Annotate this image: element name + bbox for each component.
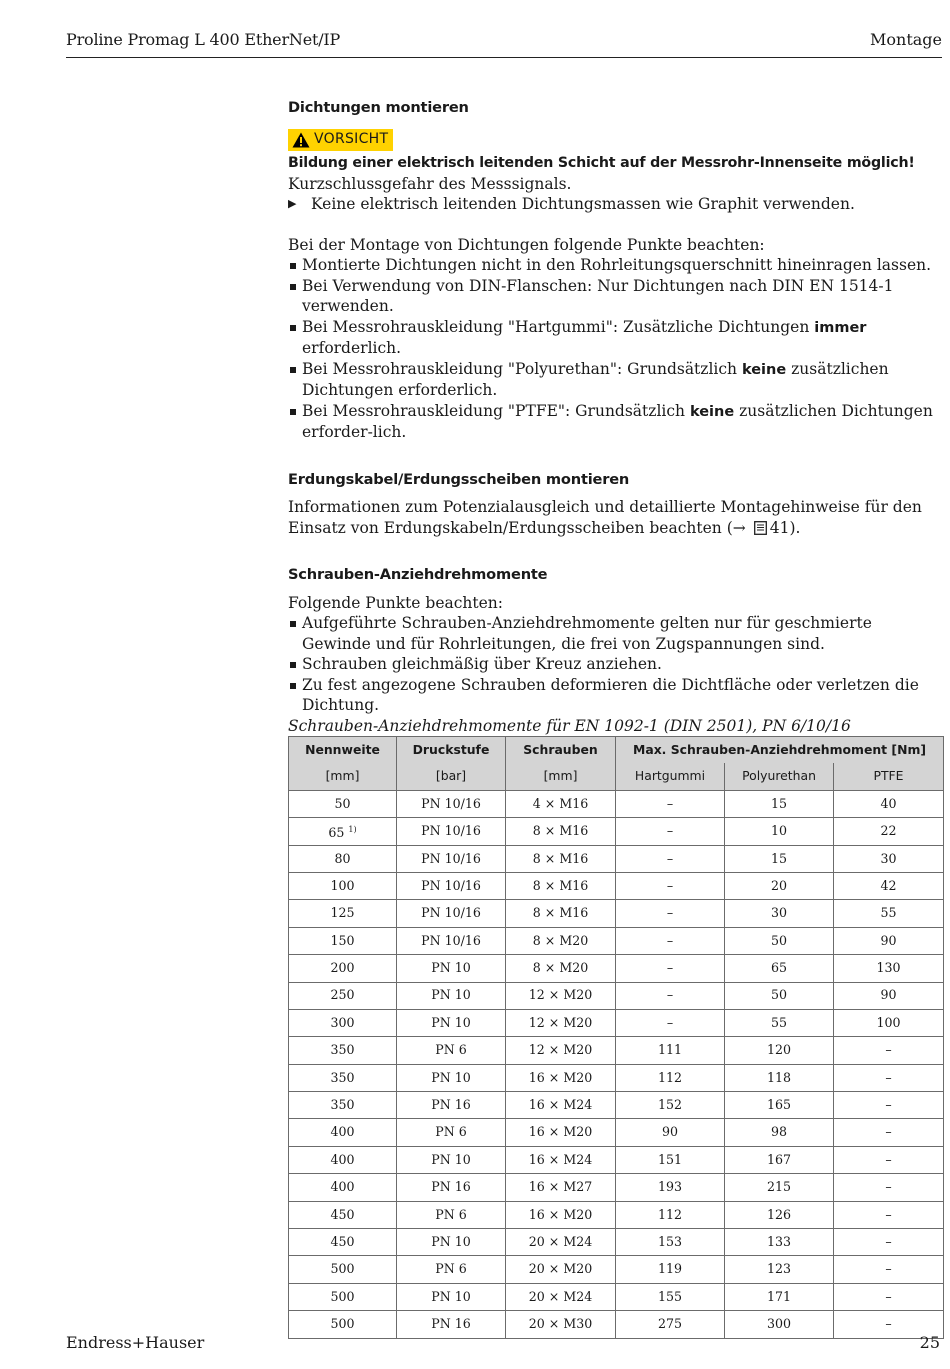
footer-page-number: 25 [919, 1333, 940, 1352]
table-cell: PN 16 [397, 1174, 506, 1201]
table-cell: PN 10/16 [397, 790, 506, 817]
list-item: Aufgeführte Schrauben-Anziehdrehmomente gelten nur für geschmierte Gewinde und für Rohrleitungen, die frei von Zugspannungen sind. [288, 613, 943, 654]
section-title-erdung: Erdungskabel/Erdungsscheiben montieren [288, 470, 630, 488]
table-cell: 16 × M24 [506, 1092, 616, 1119]
list-item: Bei Verwendung von DIN-Flanschen: Nur Dichtungen nach DIN EN 1514-1 verwenden. [288, 276, 943, 317]
table-cell: 112 [616, 1201, 725, 1228]
table-cell: PN 16 [397, 1092, 506, 1119]
table-cell: 42 [834, 872, 944, 899]
table-cell: 150 [289, 927, 397, 954]
table-cell: PN 10 [397, 955, 506, 982]
table-cell: 119 [616, 1256, 725, 1283]
table-cell: 20 × M30 [506, 1311, 616, 1338]
header-polyurethan: Polyurethan [725, 763, 834, 790]
table-cell: 8 × M20 [506, 927, 616, 954]
table-cell: – [616, 927, 725, 954]
table-cell: 8 × M16 [506, 818, 616, 845]
table-header-row [289, 737, 944, 764]
warning-badge [288, 129, 393, 151]
table-row [289, 1311, 944, 1338]
table-cell: 20 [725, 872, 834, 899]
table-cell: – [834, 1064, 944, 1091]
erdung-text: Informationen zum Potenzialausgleich und detaillierte Montagehinweise für den Einsatz von Erdungskabeln/Erdungsscheiben beachten (→ 41). [288, 498, 922, 537]
table-cell: 215 [725, 1174, 834, 1201]
table-cell: 400 [289, 1174, 397, 1201]
header-druckstufe: Druckstufe [397, 737, 506, 764]
table-row [289, 900, 944, 927]
table-cell: – [834, 1146, 944, 1173]
table-cell: PN 6 [397, 1037, 506, 1064]
table-cell: 30 [725, 900, 834, 927]
table-cell: 10 [725, 818, 834, 845]
table-cell: PN 10/16 [397, 900, 506, 927]
page-reference-icon [754, 521, 767, 535]
table-row [289, 1064, 944, 1091]
table-cell: 126 [725, 1201, 834, 1228]
header-schrauben-unit: [mm] [506, 763, 616, 790]
table-cell: – [834, 1311, 944, 1338]
table-cell: 16 × M27 [506, 1174, 616, 1201]
table-cell: 16 × M20 [506, 1201, 616, 1228]
table-cell: 450 [289, 1229, 397, 1256]
table-row [289, 1009, 944, 1036]
table-row [289, 1283, 944, 1310]
table-cell: – [834, 1174, 944, 1201]
table-cell: 200 [289, 955, 397, 982]
table-caption: Schrauben-Anziehdrehmomente für EN 1092-1 (DIN 2501), PN 6/10/16 [288, 716, 851, 735]
list-item: Bei Messrohrauskleidung "Hartgummi": Zusätzliche Dichtungen immer erforderlich. [288, 317, 943, 359]
table-cell: 111 [616, 1037, 725, 1064]
table-cell: 16 × M20 [506, 1064, 616, 1091]
table-cell: 300 [289, 1009, 397, 1036]
table-row [289, 845, 944, 872]
table-cell: 100 [834, 1009, 944, 1036]
table-cell: PN 10 [397, 1009, 506, 1036]
table-cell: 15 [725, 790, 834, 817]
table-cell: PN 10 [397, 1064, 506, 1091]
table-cell: 133 [725, 1229, 834, 1256]
table-cell: – [616, 1009, 725, 1036]
table-row [289, 955, 944, 982]
table-cell: 30 [834, 845, 944, 872]
table-cell: PN 10/16 [397, 927, 506, 954]
table-cell: 15 [725, 845, 834, 872]
table-cell: 350 [289, 1064, 397, 1091]
section-title-dichtungen: Dichtungen montieren [288, 99, 469, 116]
table-cell: – [616, 955, 725, 982]
list-item: Schrauben gleichmäßig über Kreuz anziehen. [288, 654, 943, 675]
footnote-mark: 1) [348, 824, 357, 834]
header-rule [66, 57, 942, 58]
table-cell: 55 [725, 1009, 834, 1036]
header-ptfe: PTFE [834, 763, 944, 790]
gasket-bullet-list [288, 255, 943, 443]
header-druckstufe-unit: [bar] [397, 763, 506, 790]
table-row [289, 818, 944, 845]
table-cell: 4 × M16 [506, 790, 616, 817]
table-cell: 100 [289, 872, 397, 899]
torque-table [288, 736, 944, 1339]
list-item: Bei Messrohrauskleidung "PTFE": Grundsätzlich keine zusätzlichen Dichtungen erforder-lich. [288, 401, 943, 443]
table-cell: 130 [834, 955, 944, 982]
table-cell: – [616, 982, 725, 1009]
warning-action-text: Keine elektrisch leitenden Dichtungsmassen wie Graphit verwenden. [311, 195, 855, 213]
table-cell: 500 [289, 1283, 397, 1310]
table-cell: 153 [616, 1229, 725, 1256]
table-row [289, 982, 944, 1009]
table-cell: 20 × M24 [506, 1283, 616, 1310]
header-hartgummi: Hartgummi [616, 763, 725, 790]
table-cell: 65 $^{1)}$ [289, 818, 397, 845]
table-cell: 500 [289, 1256, 397, 1283]
table-cell: 80 [289, 845, 397, 872]
table-cell: 20 × M24 [506, 1229, 616, 1256]
table-cell: – [834, 1201, 944, 1228]
table-cell: 118 [725, 1064, 834, 1091]
page-reference-link[interactable]: 41 [769, 518, 790, 537]
table-cell: PN 10/16 [397, 872, 506, 899]
table-cell: – [616, 872, 725, 899]
table-cell: – [834, 1037, 944, 1064]
table-cell: – [834, 1283, 944, 1310]
schrauben-intro: Folgende Punkte beachten: [288, 593, 504, 612]
table-cell: PN 6 [397, 1201, 506, 1228]
table-cell: 500 [289, 1311, 397, 1338]
table-cell: 152 [616, 1092, 725, 1119]
table-cell: 40 [834, 790, 944, 817]
table-cell: 350 [289, 1037, 397, 1064]
table-cell: PN 10 [397, 1229, 506, 1256]
table-cell: 16 × M20 [506, 1119, 616, 1146]
table-cell: 90 [834, 927, 944, 954]
list-item: Montierte Dichtungen nicht in den Rohrleitungsquerschnitt hineinragen lassen. [288, 255, 943, 276]
header-schrauben: Schrauben [506, 737, 616, 764]
section-title-schrauben: Schrauben-Anziehdrehmomente [288, 566, 548, 583]
table-cell: 98 [725, 1119, 834, 1146]
table-cell: PN 10/16 [397, 818, 506, 845]
table-cell: 16 × M24 [506, 1146, 616, 1173]
table-cell: – [616, 818, 725, 845]
table-cell: 250 [289, 982, 397, 1009]
table-cell: – [616, 790, 725, 817]
table-cell: 22 [834, 818, 944, 845]
table-cell: – [834, 1229, 944, 1256]
table-row [289, 1119, 944, 1146]
table-cell: 90 [616, 1119, 725, 1146]
table-cell: 112 [616, 1064, 725, 1091]
table-row [289, 1229, 944, 1256]
table-cell: PN 6 [397, 1256, 506, 1283]
table-row [289, 872, 944, 899]
schrauben-bullet-list [288, 613, 943, 716]
table-cell: – [616, 845, 725, 872]
table-row [289, 1146, 944, 1173]
warning-title: Bildung einer elektrisch leitenden Schicht auf der Messrohr-Innenseite möglich! [288, 155, 915, 171]
gasket-intro: Bei der Montage von Dichtungen folgende Punkte beachten: [288, 235, 765, 254]
table-cell: PN 6 [397, 1119, 506, 1146]
table-cell: 167 [725, 1146, 834, 1173]
table-cell: PN 16 [397, 1311, 506, 1338]
list-item: Bei Messrohrauskleidung "Polyurethan": Grundsätzlich keine zusätzlichen Dichtungen erforderlich. [288, 359, 943, 401]
table-cell: 450 [289, 1201, 397, 1228]
table-cell: PN 10 [397, 1283, 506, 1310]
table-cell: 50 [725, 927, 834, 954]
page-content [288, 98, 943, 1339]
table-cell: 275 [616, 1311, 725, 1338]
warning-action [288, 194, 943, 215]
table-row [289, 790, 944, 817]
table-cell: 20 × M20 [506, 1256, 616, 1283]
table-body [289, 790, 944, 1338]
table-cell: 90 [834, 982, 944, 1009]
table-cell: 12 × M20 [506, 1037, 616, 1064]
table-cell: 8 × M20 [506, 955, 616, 982]
table-cell: – [834, 1256, 944, 1283]
list-item: Zu fest angezogene Schrauben deformieren die Dichtfläche oder verletzen die Dichtung. [288, 675, 943, 716]
table-cell: PN 10/16 [397, 845, 506, 872]
table-cell: 8 × M16 [506, 872, 616, 899]
header-nennweite: Nennweite [289, 737, 397, 764]
table-row [289, 927, 944, 954]
table-row [289, 1037, 944, 1064]
table-cell: 400 [289, 1146, 397, 1173]
table-cell: 151 [616, 1146, 725, 1173]
table-cell: 193 [616, 1174, 725, 1201]
table-cell: 125 [289, 900, 397, 927]
header-max-moment: Max. Schrauben-Anziehdrehmoment [Nm] [616, 737, 944, 764]
table-cell: 350 [289, 1092, 397, 1119]
table-cell: 300 [725, 1311, 834, 1338]
table-cell: 12 × M20 [506, 982, 616, 1009]
table-cell: 400 [289, 1119, 397, 1146]
table-cell: 120 [725, 1037, 834, 1064]
table-cell: – [834, 1092, 944, 1119]
header-chapter-title: Montage [870, 30, 942, 49]
table-cell: – [834, 1119, 944, 1146]
warning-label: VORSICHT [314, 131, 389, 148]
warning-icon [292, 132, 310, 148]
table-row [289, 1174, 944, 1201]
table-cell: 8 × M16 [506, 900, 616, 927]
header-nennweite-unit: [mm] [289, 763, 397, 790]
table-cell: 171 [725, 1283, 834, 1310]
table-cell: 155 [616, 1283, 725, 1310]
arrow-bullet-icon: ▶ [288, 197, 297, 210]
footer-brand: Endress+Hauser [66, 1333, 205, 1352]
table-cell: 55 [834, 900, 944, 927]
warning-text: Kurzschlussgefahr des Messsignals. [288, 174, 572, 193]
table-cell: PN 10 [397, 1146, 506, 1173]
table-row [289, 1256, 944, 1283]
table-cell: PN 10 [397, 982, 506, 1009]
table-cell: 8 × M16 [506, 845, 616, 872]
table-cell: – [616, 900, 725, 927]
table-subheader-row [289, 763, 944, 790]
table-cell: 12 × M20 [506, 1009, 616, 1036]
table-cell: 50 [725, 982, 834, 1009]
table-cell: 165 [725, 1092, 834, 1119]
table-cell: 65 [725, 955, 834, 982]
table-row [289, 1092, 944, 1119]
table-cell: 123 [725, 1256, 834, 1283]
table-row [289, 1201, 944, 1228]
table-cell: 50 [289, 790, 397, 817]
header-document-title: Proline Promag L 400 EtherNet/IP [66, 30, 341, 49]
